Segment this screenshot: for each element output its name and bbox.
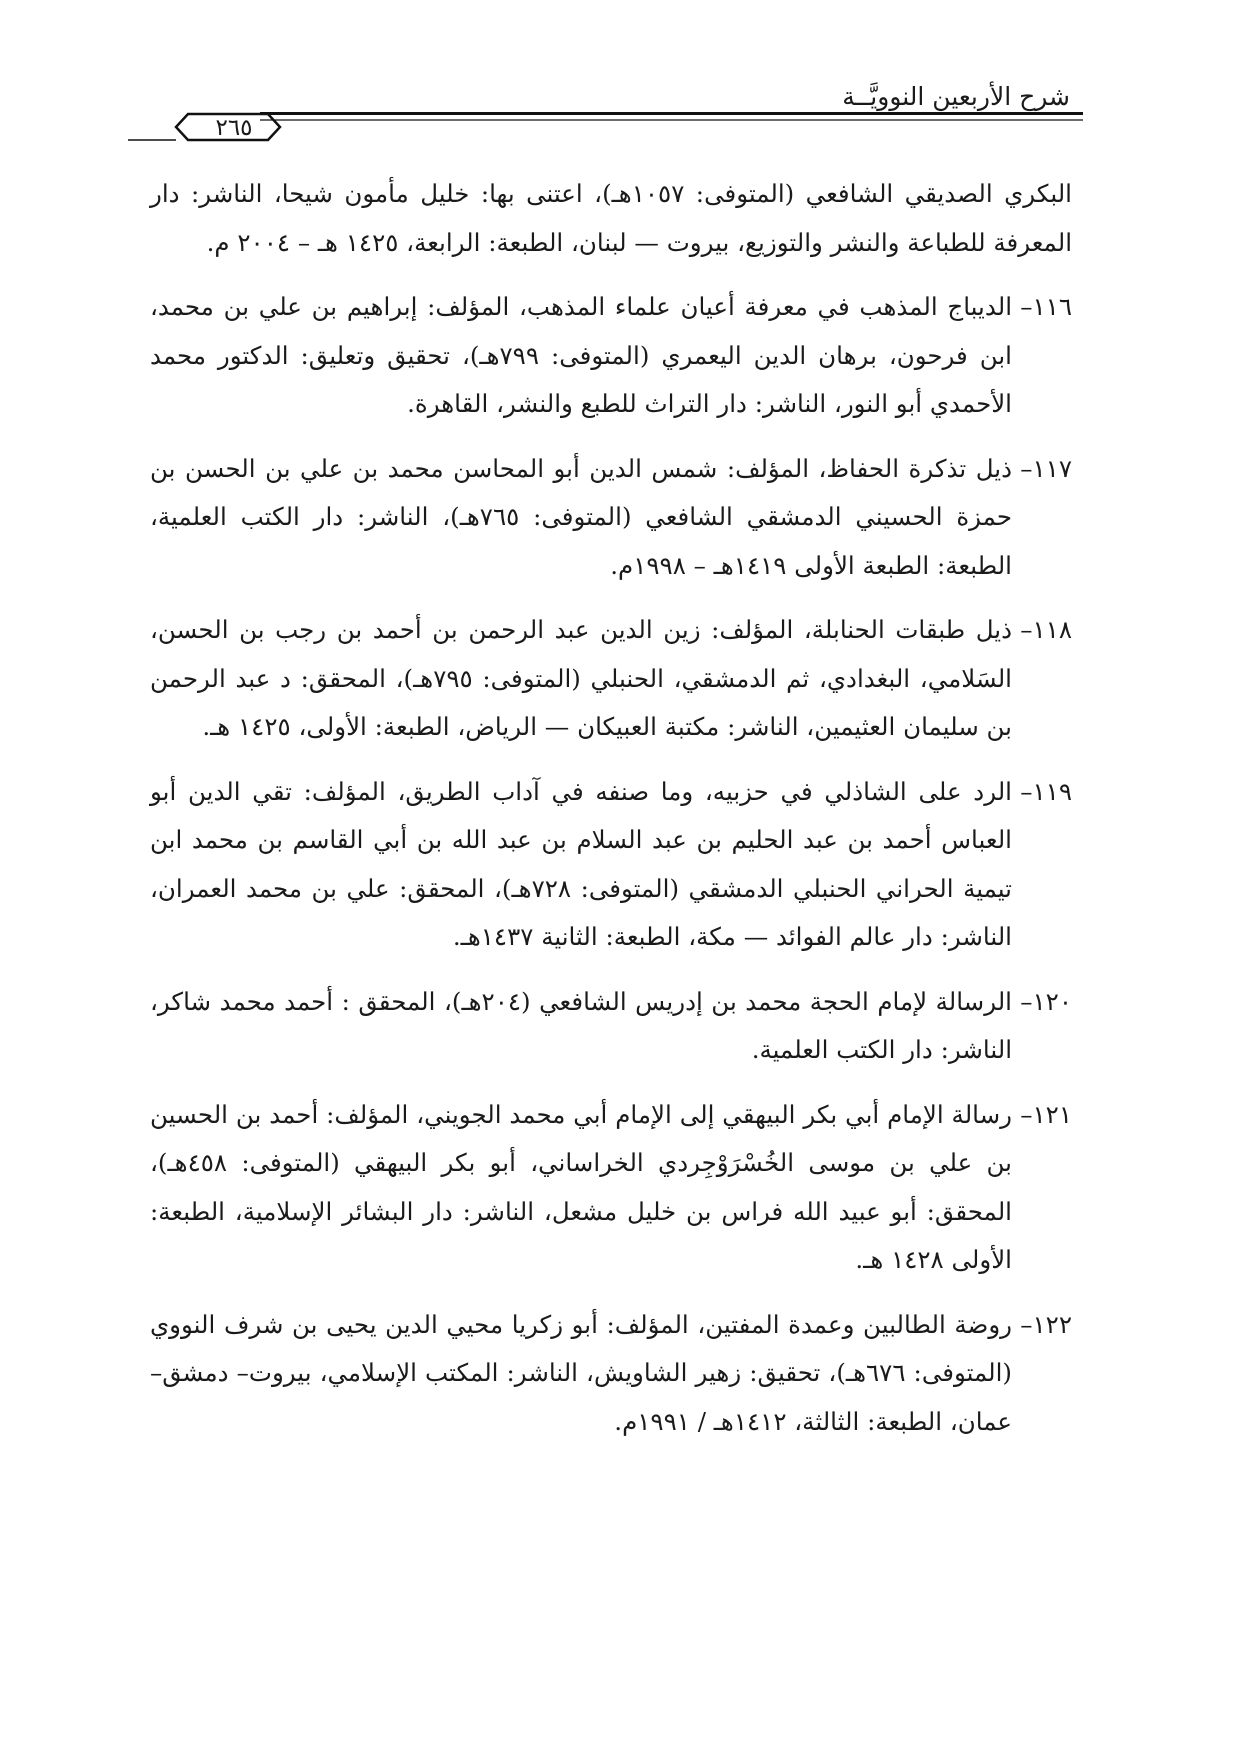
running-title: شرح الأربعين النوويَّــة <box>842 82 1070 111</box>
entry-text: رسالة الإمام أبي بكر البيهقي إلى الإمام أبي محمد الجويني، المؤلف: أحمد بن الحسين بن علي بن موسى الخُسْرَوْجِردي الخراساني، أبو بكر البيهقي (المتوفى: ٤٥٨هـ)، المحقق: أبو عبيد الله فراس بن خليل مشعل، الناشر: دار البشائر الإسلامية، الطبعة: الأولى ١٤٢٨ هـ. <box>150 1099 1012 1274</box>
entry-text: الرد على الشاذلي في حزبيه، وما صنفه في آداب الطريق، المؤلف: تقي الدين أبو العباس أحمد بن عبد الحليم بن عبد السلام بن عبد الله بن أبي القاسم بن محمد ابن تيمية الحراني الحنبلي الدمشقي (المتوفى: ٧٢٨هـ)، المحقق: علي بن محمد العمران، الناشر: دار عالم الفوائد — مكة، الطبعة: الثانية ١٤٣٧هـ. <box>150 776 1012 951</box>
entry-number: ١٢١– <box>1020 1099 1072 1129</box>
entry-number: ١٢٢– <box>1020 1309 1072 1339</box>
entry-number: ١١٩– <box>1020 776 1072 806</box>
bibliography-entry <box>150 1091 1072 1285</box>
entry-text: الديباج المذهب في معرفة أعيان علماء المذهب، المؤلف: إبراهيم بن علي بن محمد، ابن فرحون، برهان الدين اليعمري (المتوفى: ٧٩٩هـ)، تحقيق وتعليق: الدكتور محمد الأحمدي أبو النور، الناشر: دار التراث للطبع والنشر، القاهرة. <box>150 292 1012 418</box>
bibliography <box>150 170 1072 1462</box>
continued-paragraph: البكري الصديقي الشافعي (المتوفى: ١٠٥٧هـ)، اعتنى بها: خليل مأمون شيحا، الناشر: دار المعرفة للطباعة والنشر والتوزيع، بيروت — لبنان، الطبعة: الرابعة، ١٤٢٥ هـ – ٢٠٠٤ م. <box>150 179 1072 257</box>
entry-number: ١١٧– <box>1020 453 1072 483</box>
bibliography-entry <box>150 445 1072 591</box>
bibliography-entry <box>150 768 1072 962</box>
entry-number: ١١٦– <box>1020 292 1072 321</box>
entry-text: الرسالة لإمام الحجة محمد بن إدريس الشافعي (٢٠٤هـ)، المحقق : أحمد محمد شاكر، الناشر: دار الكتب العلمية. <box>150 986 1012 1064</box>
bibliography-entry <box>150 283 1072 429</box>
page-number: ٢٦٥ <box>215 115 253 141</box>
entry-number: ١٢٠– <box>1020 986 1072 1016</box>
bibliography-entry <box>150 978 1072 1075</box>
entry-text: ذيل تذكرة الحفاظ، المؤلف: شمس الدين أبو المحاسن محمد بن علي بن الحسن بن حمزة الحسيني الدمشقي الشافعي (المتوفى: ٧٦٥هـ)، الناشر: دار الكتب العلمية، الطبعة: الطبعة الأولى ١٤١٩هـ – ١٩٩٨م. <box>150 453 1012 580</box>
bibliography-entry <box>150 606 1072 752</box>
entry-text: ذيل طبقات الحنابلة، المؤلف: زين الدين عبد الرحمن بن أحمد بن رجب بن الحسن، السَلامي، البغدادي، ثم الدمشقي، الحنبلي (المتوفى: ٧٩٥هـ)، المحقق: د عبد الرحمن بن سليمان العثيمين، الناشر: مكتبة العبيكان — الرياض، الطبعة: الأولى، ١٤٢٥ هـ. <box>150 615 1012 741</box>
bibliography-entry <box>150 1301 1072 1447</box>
entry-text: روضة الطالبين وعمدة المفتين، المؤلف: أبو زكريا محيي الدين يحيى بن شرف النووي (المتوفى: ٦٧٦هـ)، تحقيق: زهير الشاويش، الناشر: المكتب الإسلامي، بيروت– دمشق– عمان، الطبعة: الثالثة، ١٤١٢هـ / ١٩٩١م. <box>150 1309 1012 1436</box>
entry-number: ١١٨– <box>1020 615 1072 644</box>
